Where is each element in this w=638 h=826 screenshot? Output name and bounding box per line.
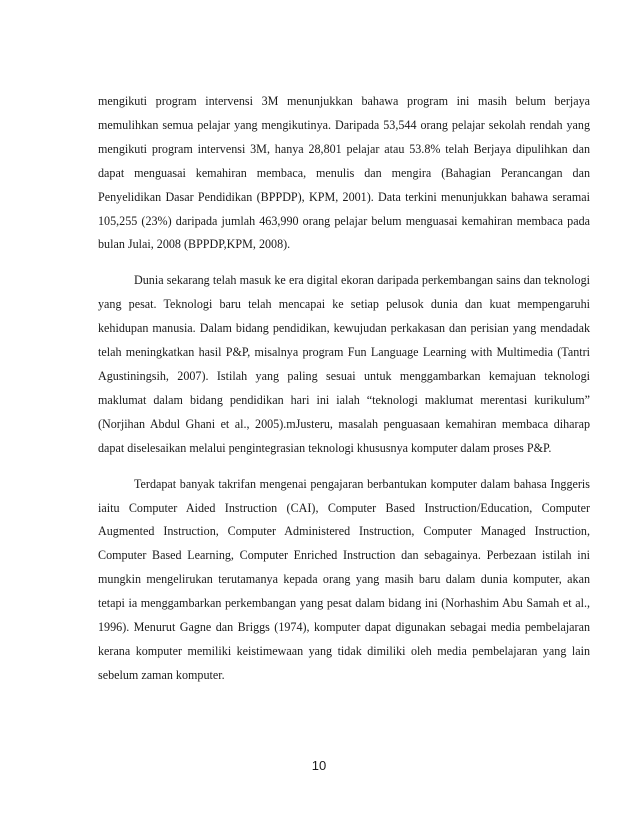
paragraph-spacer	[98, 461, 590, 473]
paragraph-digital-era: Dunia sekarang telah masuk ke era digital ekoran daripada perkembangan sains dan teknologi yang pesat. Teknologi baru telah mencapai ke setiap pelusok dunia dan kuat mempengaruhi kehidupan manusia. Dalam bidang pendidikan, kewujudan perkakasan dan perisian yang mendadak telah meningkatkan hasil P&P, misalnya program Fun Language Learning with Multimedia (Tantri Agustiningsih, 2007). Istilah yang paling sesuai untuk menggambarkan kemajuan teknologi maklumat dalam bidang pendidikan hari ini ialah “teknologi maklumat merentasi kurikulum” (Norjihan Abdul Ghani et al., 2005).mJusteru, masalah penguasaan kemahiran membaca diharap dapat diselesaikan melalui pengintegrasian teknologi khususnya komputer dalam proses P&P.	[98, 273, 590, 455]
body-text	[98, 90, 590, 688]
page-number: 10	[311, 758, 327, 773]
paragraph-spacer	[98, 257, 590, 269]
paragraph-continued: mengikuti program intervensi 3M menunjukkan bahawa program ini masih belum berjaya memulihkan semua pelajar yang mengikutinya. Daripada 53,544 orang pelajar sekolah rendah yang mengikuti program intervensi 3M, hanya 28,801 pelajar atau 53.8% telah Berjaya dipulihkan dan dapat menguasai kemahiran membaca, menulis dan mengira (Bahagian Perancangan dan Penyelidikan Dasar Pendidikan (BPPDP), KPM, 2001). Data terkini menunjukkan bahawa seramai 105,255 (23%) daripada jumlah 463,990 orang pelajar belum menguasai kemahiran membaca pada bulan Julai, 2008 (BPPDP,KPM, 2008).	[98, 94, 590, 252]
paragraph-cai-definitions: Terdapat banyak takrifan mengenai pengajaran berbantukan komputer dalam bahasa Inggeris iaitu Computer Aided Instruction (CAI), Computer Based Instruction/Education, Computer Augmented Instruction, Computer Administered Instruction, Computer Managed Instruction, Computer Based Learning, Computer Enriched Instruction dan sebagainya. Perbezaan istilah ini mungkin mengelirukan terutamanya kepada orang yang masih baru dalam dunia komputer, akan tetapi ia menggambarkan perkembangan yang pesat dalam bidang ini (Norhashim Abu Samah et al., 1996). Menurut Gagne dan Briggs (1974), komputer dapat digunakan sebagai media pembelajaran kerana komputer memiliki keistimewaan yang tidak dimiliki oleh media pembelajaran yang lain sebelum zaman komputer.	[98, 476, 590, 682]
